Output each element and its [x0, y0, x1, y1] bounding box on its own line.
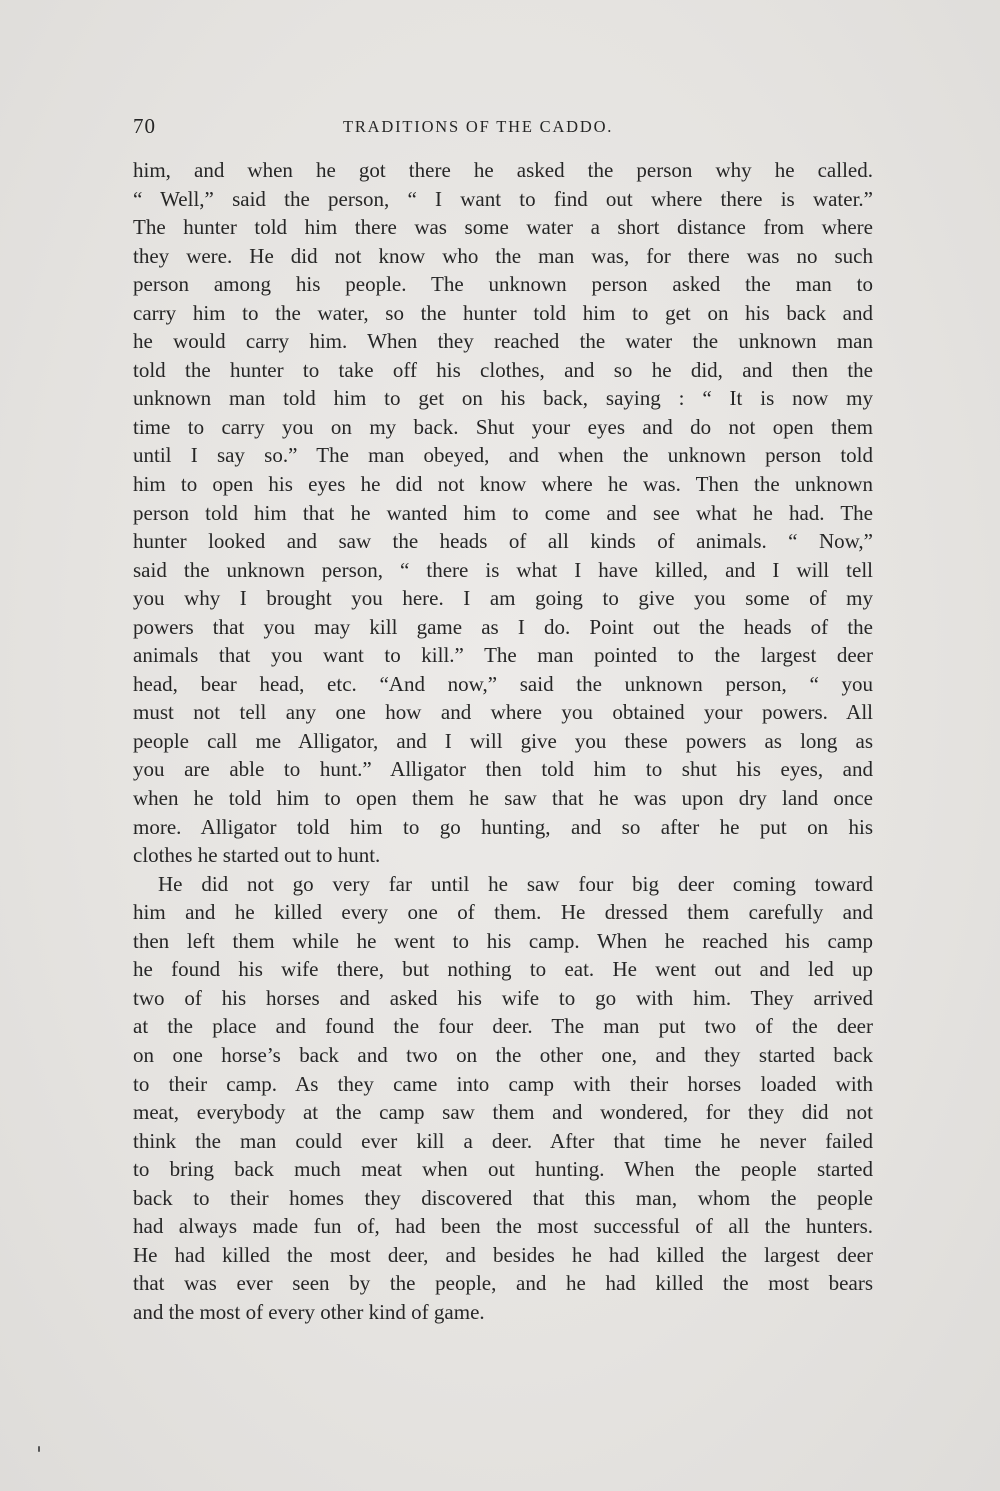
text-line: said the unknown person, “ there is what I have killed, and I will tell [133, 557, 873, 582]
text-line: The hunter told him there was some water a short distance from where [133, 215, 873, 240]
text-line: until I say so.” The man obeyed, and when the unknown person told [133, 443, 873, 468]
text-line: back to their homes they discovered that this man, whom the people [133, 1185, 873, 1210]
text-line: person told him that he wanted him to come and see what he had. The [133, 500, 873, 525]
text-line: hunter looked and saw the heads of all kinds of animals. “ Now,” [133, 529, 873, 554]
text-line: him, and when he got there he asked the person why he called. [133, 158, 873, 182]
text-line: must not tell any one how and where you obtained your powers. All [133, 700, 873, 725]
text-line: then left them while he went to his camp. When he reached his camp [133, 928, 873, 953]
text-line: people call me Alligator, and I will give you these powers as long as [133, 728, 873, 753]
text-line: He did not go very far until he saw four big deer coming toward [158, 871, 873, 896]
text-line: they were. He did not know who the man was, for there was no such [133, 243, 873, 268]
text-line: clothes he started out to hunt. [133, 843, 381, 868]
text-line: “ Well,” said the person, “ I want to find out where there is water.” [133, 186, 873, 211]
text-line: at the place and found the four deer. The man put two of the deer [133, 1014, 873, 1039]
text-line: He had killed the most deer, and besides he had killed the largest deer [133, 1242, 873, 1267]
text-line: told the hunter to take off his clothes, and so he did, and then the [133, 357, 873, 382]
text-line: he would carry him. When they reached the water the unknown man [133, 329, 873, 354]
paragraph-1 [133, 156, 873, 870]
text-line: had always made fun of, had been the most successful of all the hunters. [133, 1214, 873, 1239]
text-line: animals that you want to kill.” The man pointed to the largest deer [133, 643, 873, 668]
text-line: him to open his eyes he did not know where he was. Then the unknown [133, 472, 873, 497]
text-line: him and he killed every one of them. He dressed them carefully and [133, 900, 873, 925]
text-line: meat, everybody at the camp saw them and wondered, for they did not [133, 1100, 873, 1125]
text-line: and the most of every other kind of game. [133, 1299, 485, 1324]
ink-speck [38, 1446, 40, 1452]
body-text [133, 156, 873, 1326]
page-header [133, 114, 873, 144]
text-line: time to carry you on my back. Shut your eyes and do not open them [133, 414, 873, 439]
text-line: to their camp. As they came into camp with their horses loaded with [133, 1071, 873, 1096]
text-line: head, bear head, etc. “And now,” said the unknown person, “ you [133, 671, 873, 696]
text-line: you why I brought you here. I am going to give you some of my [133, 586, 873, 611]
text-line: he found his wife there, but nothing to eat. He went out and led up [133, 957, 873, 982]
text-line: unknown man told him to get on his back, saying : “ It is now my [133, 386, 873, 411]
paragraph-2 [133, 870, 873, 1327]
text-line: that was ever seen by the people, and he had killed the most bears [133, 1271, 873, 1296]
text-line: more. Alligator told him to go hunting, and so after he put on his [133, 814, 873, 839]
text-line: powers that you may kill game as I do. Point out the heads of the [133, 614, 873, 639]
text-line: to bring back much meat when out hunting. When the people started [133, 1157, 873, 1182]
page-number: 70 [133, 114, 156, 138]
text-line: person among his people. The unknown person asked the man to [133, 272, 873, 297]
running-head: TRADITIONS OF THE CADDO. [343, 117, 614, 136]
text-line: when he told him to open them he saw that he was upon dry land once [133, 786, 873, 811]
text-line: on one horse’s back and two on the other one, and they started back [133, 1042, 873, 1067]
text-line: think the man could ever kill a deer. After that time he never failed [133, 1128, 873, 1153]
text-line: two of his horses and asked his wife to go with him. They arrived [133, 985, 873, 1010]
text-line: carry him to the water, so the hunter told him to get on his back and [133, 300, 873, 325]
text-line: you are able to hunt.” Alligator then told him to shut his eyes, and [133, 757, 873, 782]
